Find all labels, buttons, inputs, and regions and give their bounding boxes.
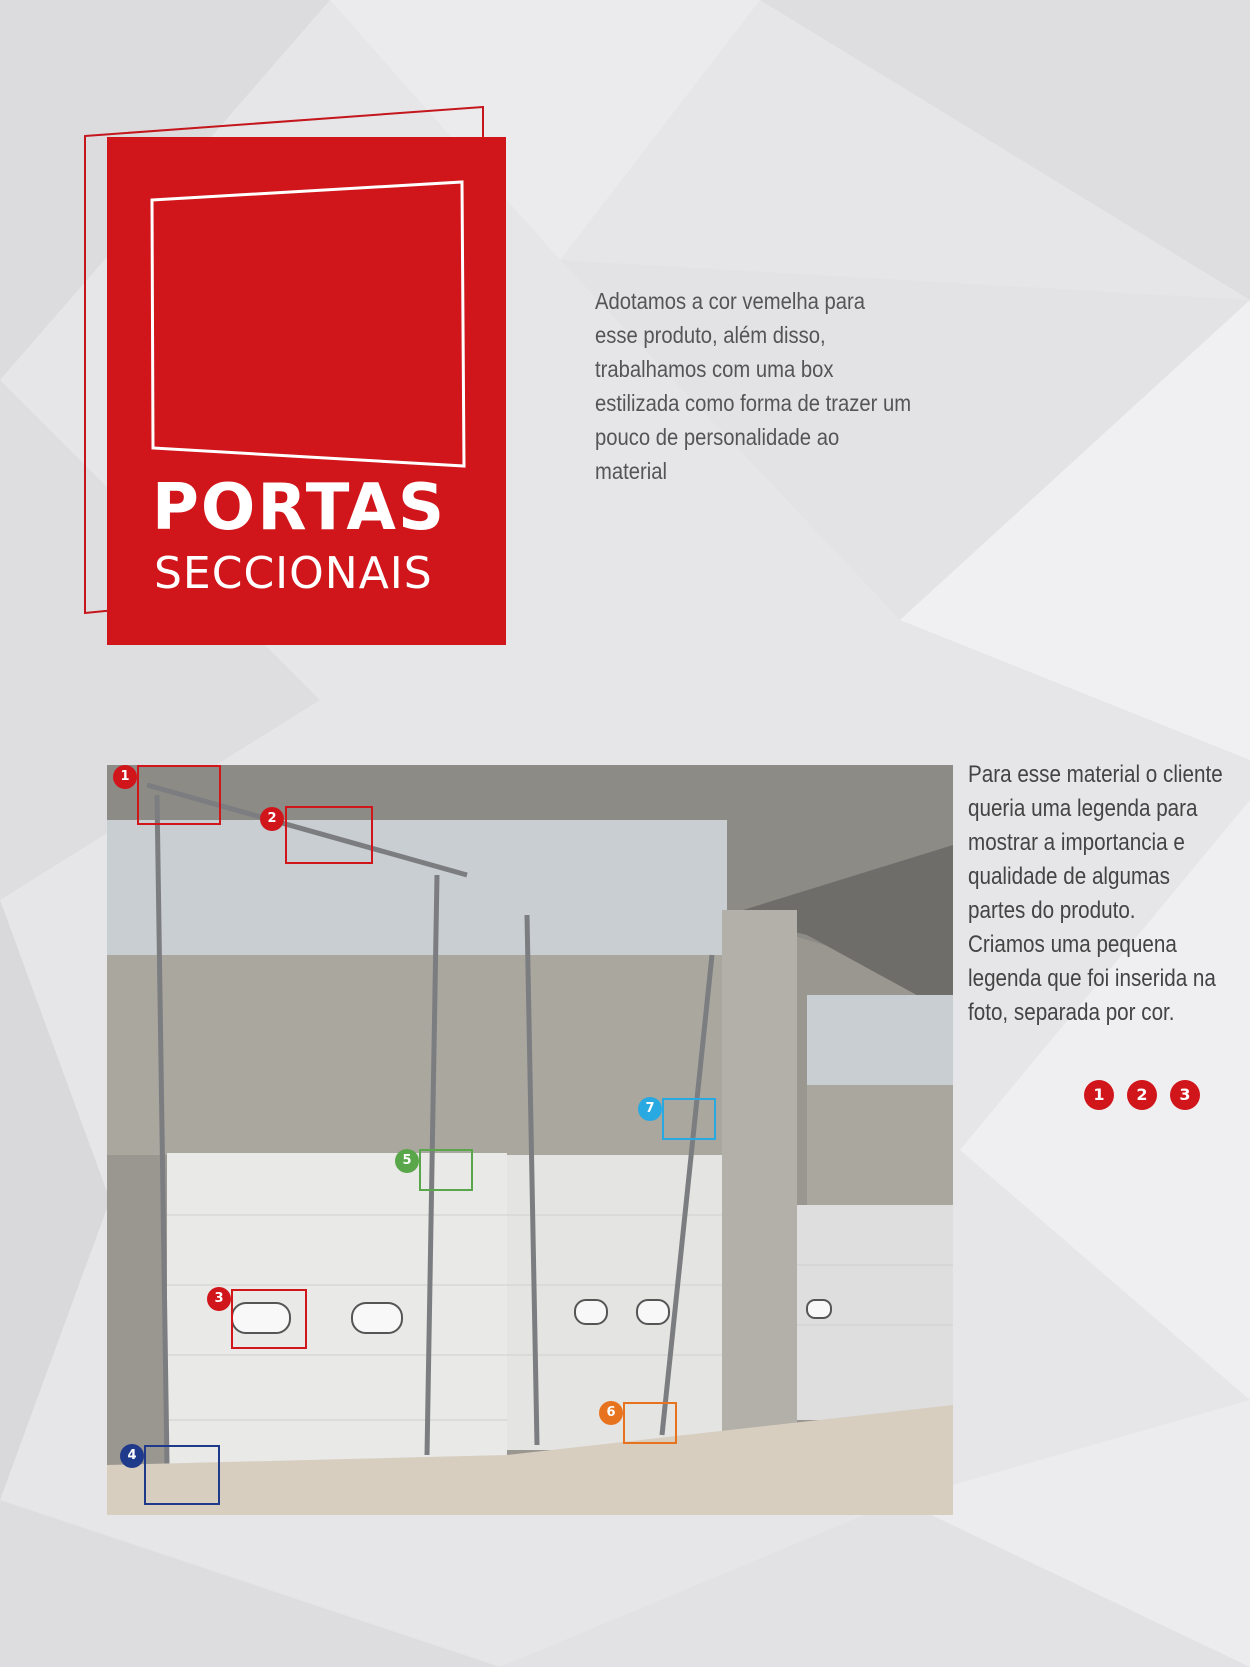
callout-marker-2: 2: [260, 807, 284, 831]
side-note: [968, 758, 1226, 1030]
callout-box-2: [285, 806, 373, 864]
callout-box-3: [231, 1289, 307, 1349]
page-subtitle: SECCIONAIS: [154, 548, 433, 599]
product-photo: [107, 765, 953, 1515]
callout-marker-1: 1: [113, 765, 137, 789]
callout-marker-7: 7: [638, 1097, 662, 1121]
callout-box-4: [144, 1445, 220, 1505]
warehouse-illustration: [107, 765, 953, 1515]
page-title: PORTAS: [152, 471, 447, 545]
legend-dot-3: 3: [1170, 1080, 1200, 1110]
callout-box-7: [662, 1098, 716, 1140]
callout-marker-5: 5: [395, 1149, 419, 1173]
logo-inner-frame: [150, 180, 466, 470]
callout-marker-6: 6: [599, 1401, 623, 1425]
legend-dot-2: 2: [1127, 1080, 1157, 1110]
callout-box-5: [419, 1149, 473, 1191]
side-note-paragraph-2: Criamos uma pequena legenda que foi inserida na foto, separada por cor.: [968, 931, 1216, 1026]
legend-examples: [1084, 1080, 1204, 1112]
callout-marker-3: 3: [207, 1287, 231, 1311]
callout-box-1: [137, 765, 221, 825]
callout-box-6: [623, 1402, 677, 1444]
intro-text: Adotamos a cor vemelha para esse produto, além disso, trabalhamos com uma box estilizada como forma de trazer um pouco de personalidade ao material: [595, 288, 912, 484]
callout-marker-4: 4: [120, 1444, 144, 1468]
side-note-paragraph-1: Para esse material o cliente queria uma legenda para mostrar a importancia e qualidade de algumas partes do produto.: [968, 761, 1223, 924]
legend-dot-1: 1: [1084, 1080, 1114, 1110]
